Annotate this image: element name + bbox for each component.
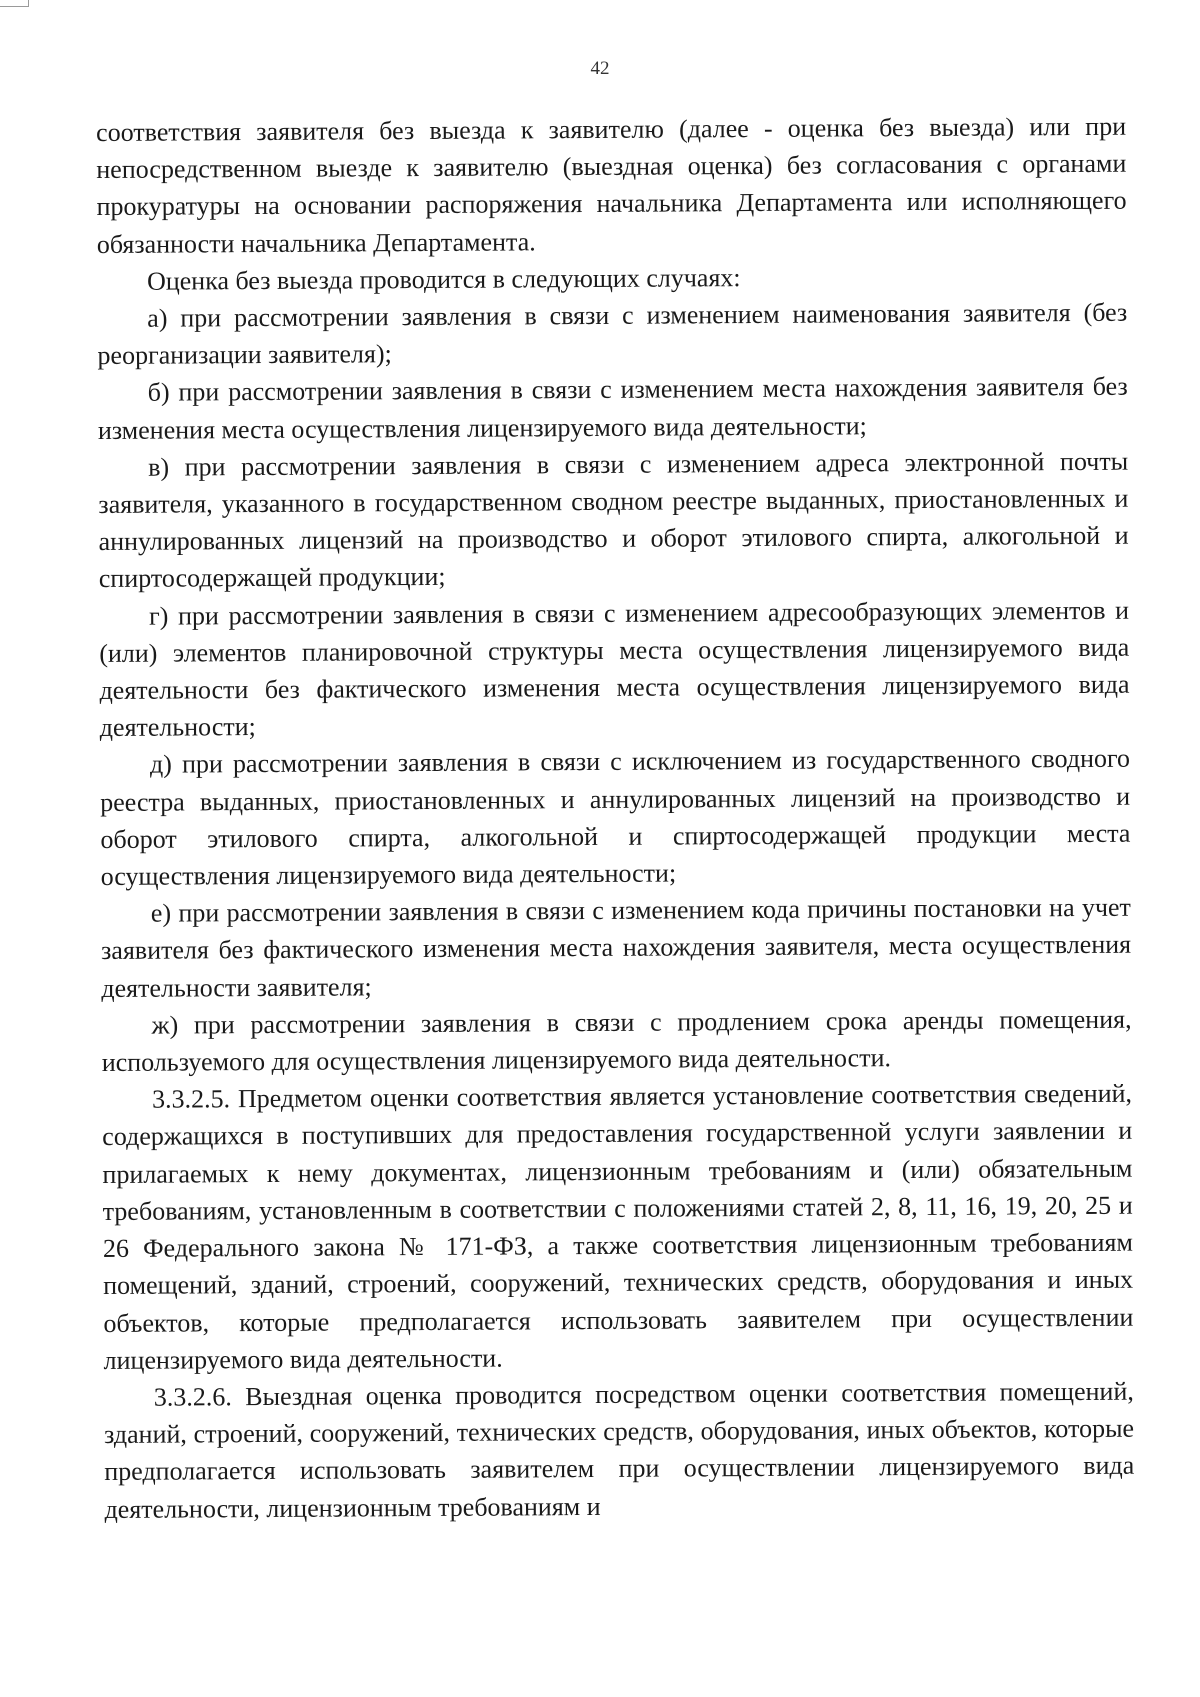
paragraph-case-a: а) при рассмотрении заявления в связи с изменением наименования заявителя (без реорганизации заявителя); [97, 297, 1128, 371]
paragraph-continuation: соответствия заявителя без выезда к заявителю (далее - оценка без выезда) или при непосредственном выезде к заявителю (выездная оценка) без согласования с органами прокуратуры на основании распоряжения начальника Департамента или исполняющего обязанности начальника Департамента. [96, 111, 1127, 259]
paragraph-cases-intro: Оценка без выезда проводится в следующих случаях: [146, 262, 741, 296]
paragraph-case-v: в) при рассмотрении заявления в связи с изменением адреса электронной почты заявителя, указанного в государственном сводном реестре выданных, приостановленных и аннулированных лицензий на производство и оборот этилового спирта, алкогольной и спиртосодержащей продукции; [98, 446, 1129, 594]
paragraph-3-3-2-5: 3.3.2.5. Предметом оценки соответствия является установление соответствия сведений, содержащихся в поступивших для предоставления государственной услуги заявлении и прилагаемых к нему документах, лицензионным требованиям и (или) обязательным требованиям, установленным в соответствии с положениями статей 2, 8, 11, 16, 19, 20, 25 и 26 Федерального закона № 171-ФЗ, а также соответствия лицензионным требованиям помещений, зданий, строений, сооружений, технических средств, оборудования и иных объектов, которые предполагается использовать заявителем при осуществлении лицензируемого вида деятельности. [102, 1078, 1134, 1375]
paragraph-case-b: б) при рассмотрении заявления в связи с изменением места нахождения заявителя без изменения места осуществления лицензируемого вида деятельности; [97, 372, 1128, 445]
scan-corner-mark [0, 0, 29, 7]
paragraph-case-zh: ж) при рассмотрении заявления в связи с продлением срока аренды помещения, используемого для осуществления лицензируемого вида деятельности. [101, 1004, 1132, 1078]
page-number: 42 [590, 58, 610, 79]
document-body [96, 108, 1135, 1528]
paragraph-case-e: е) при рассмотрении заявления в связи с изменением кода причины постановки на учет заявителя без фактического изменения места нахождения заявителя, места осуществления деятельности заявителя; [101, 892, 1132, 1003]
paragraph-case-d: д) при рассмотрении заявления в связи с исключением из государственного сводного реестра выданных, приостановленных и аннулированных лицензий на производство и оборот этилового спирта, алкогольной и спиртосодержащей продукции места осуществления лицензируемого вида деятельности; [100, 744, 1131, 892]
paragraph-case-g: г) при рассмотрении заявления в связи с изменением адресообразующих элементов и (или) элементов планировочной структуры места осуществления лицензируемого вида деятельности без фактического изменения места осуществления лицензируемого вида деятельности; [99, 595, 1130, 743]
paragraph-3-3-2-6: 3.3.2.6. Выездная оценка проводится посредством оценки соответствия помещений, зданий, строений, сооружений, технических средств, оборудования, иных объектов, которые предполагается использовать заявителем при осуществлении лицензируемого вида деятельности, лицензионным требованиям и [103, 1376, 1135, 1524]
